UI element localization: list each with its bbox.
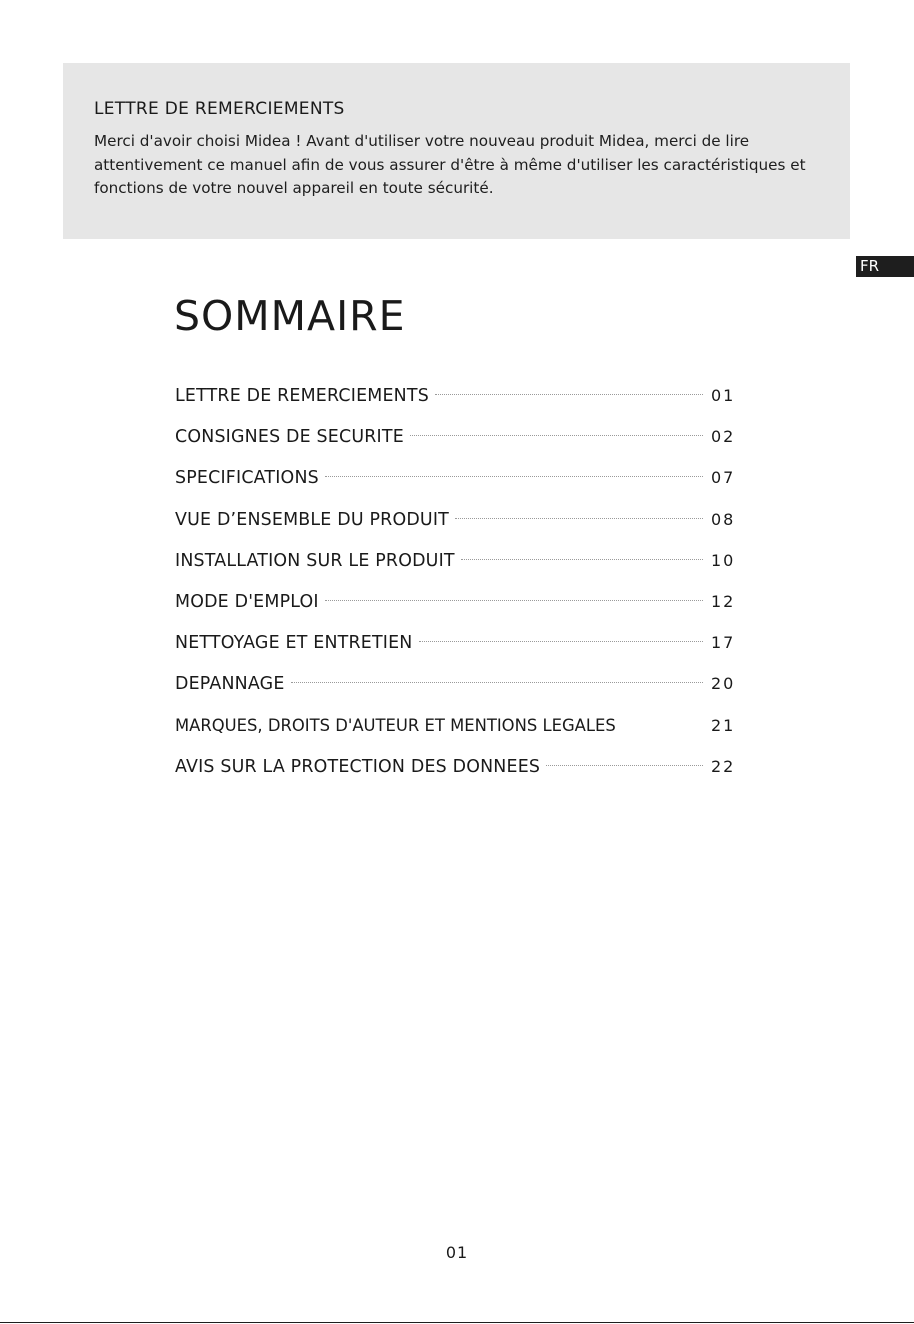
table-of-contents [175,386,737,798]
toc-entry[interactable] [175,716,737,757]
toc-entry[interactable] [175,468,737,509]
bottom-rule [0,1322,914,1323]
toc-entry[interactable] [175,510,737,551]
toc-entry[interactable] [175,633,737,674]
toc-entry-page: 01 [711,386,736,405]
toc-entry[interactable] [175,757,737,798]
toc-entry-page: 08 [711,509,736,529]
toc-dot-leader [461,559,703,560]
toc-entry-label: MODE D'EMPLOI [175,591,319,612]
toc-entry-label: SPECIFICATIONS [175,468,319,489]
toc-title: SOMMAIRE [174,292,406,340]
toc-entry[interactable] [175,551,737,592]
toc-entry-page: 20 [711,674,736,694]
thank-you-title: LETTRE DE REMERCIEMENTS [94,99,345,119]
toc-entry-page: 22 [711,756,736,776]
toc-entry[interactable] [175,674,737,715]
toc-entry-page: 12 [711,591,736,611]
toc-dot-leader [325,600,703,601]
toc-entry-page: 02 [711,427,736,447]
page-number: 01 [445,1243,469,1262]
toc-entry-label: INSTALLATION SUR LE PRODUIT [175,550,455,571]
toc-entry-label: VUE D’ENSEMBLE DU PRODUIT [175,509,450,530]
toc-entry-label: DEPANNAGE [175,674,285,695]
toc-entry-label: LETTRE DE REMERCIEMENTS [175,386,429,406]
toc-entry-label: MARQUES, DROITS D'AUTEUR ET MENTIONS LEGALES [175,715,616,735]
toc-entry-page: 21 [711,715,736,735]
toc-entry-page: 07 [711,468,736,488]
toc-entry-label: NETTOYAGE ET ENTRETIEN [175,633,413,654]
toc-entry-page: 10 [711,550,736,570]
toc-dot-leader [410,435,703,436]
toc-entry[interactable] [175,427,737,468]
toc-entry[interactable] [175,592,737,633]
toc-dot-leader [546,765,703,766]
thank-you-box [63,63,850,239]
toc-entry-page: 17 [711,633,736,653]
thank-you-text: Merci d'avoir choisi Midea ! Avant d'utiliser votre nouveau produit Midea, merci de lire attentivement ce manuel afin de vous assurer d'être à même d'utiliser les caractéristiques et fonctions de votre nouvel appareil en toute sécurité. [94,132,806,197]
language-tab: FR [856,256,914,277]
toc-dot-leader [291,682,703,683]
toc-dot-leader [419,641,703,642]
toc-dot-leader [435,394,703,395]
toc-dot-leader [325,476,703,477]
toc-dot-leader [455,518,703,519]
toc-entry[interactable] [175,386,737,427]
toc-entry-label: CONSIGNES DE SECURITE [175,427,404,448]
toc-entry-label: AVIS SUR LA PROTECTION DES DONNEES [175,756,541,777]
